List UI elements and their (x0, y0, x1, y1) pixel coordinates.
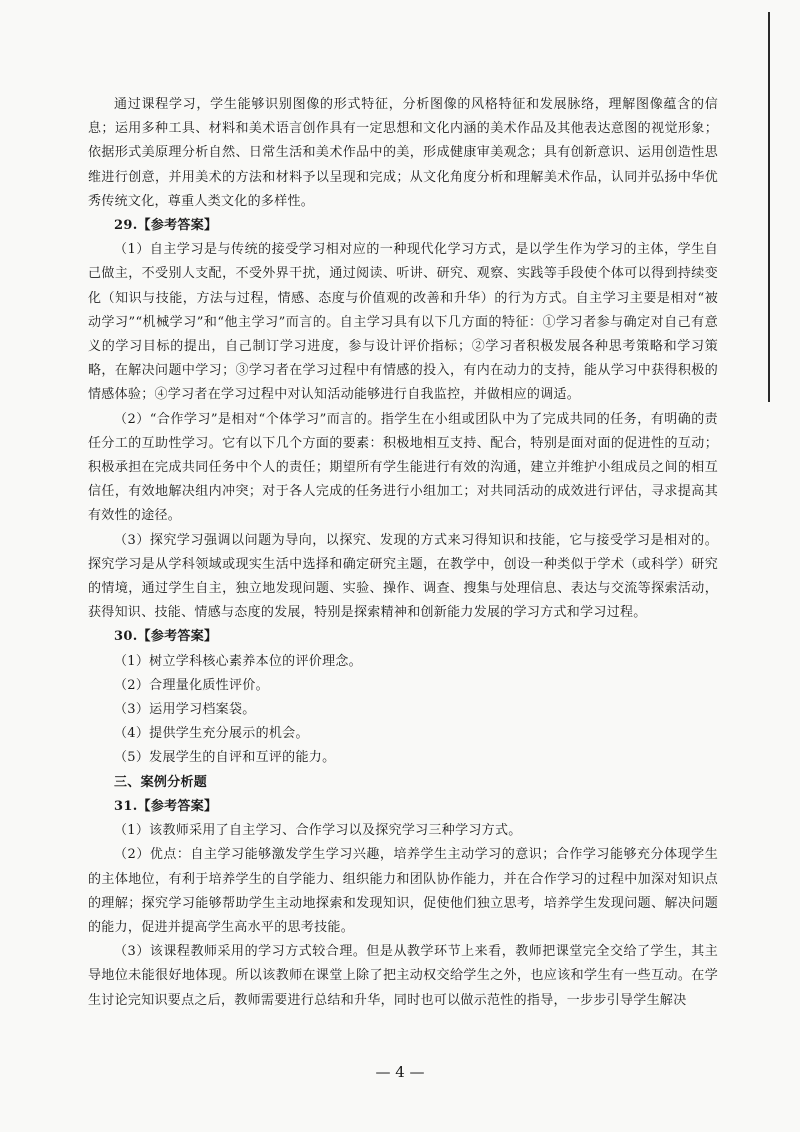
paragraph-31-2: （2）优点：自主学习能够激发学生学习兴趣，培养学生主动学习的意识；合作学习能够充分体现学生的主体地位，有利于培养学生的自学能力、组织能力和团队协作能力，并在合作学习的过程中加深对知识点的理解；探究学习能够帮助学生主动地探索和发现知识，促使他们独立思考，培养学生发现问题、解决问题的能力，促进并提高学生高水平的思考技能。 (88, 847, 718, 935)
document-body (88, 93, 718, 1013)
paragraph-31-3: （3）该课程教师采用的学习方式较合理。但是从教学环节上来看，教师把课堂完全交给了学生，其主导地位未能很好地体现。所以该教师在课堂上除了把主动权交给学生之外，也应该和学生有一些互动。在学生讨论完知识要点之后，教师需要进行总结和升华，同时也可以做示范性的指导，一步步引导学生解决 (88, 944, 718, 1008)
answer-heading-30: 30.【参考答案】 (114, 629, 218, 645)
answer-heading-31: 31.【参考答案】 (114, 798, 218, 814)
list-item-30-3: （3）运用学习档案袋。 (114, 702, 256, 718)
list-item-30-2: （2）合理量化质性评价。 (114, 677, 269, 693)
list-item-30-1: （1）树立学科核心素养本位的评价理念。 (114, 653, 362, 669)
list-item-30-5: （5）发展学生的自评和互评的能力。 (114, 750, 336, 766)
section-heading-case-analysis: 三、案例分析题 (114, 774, 208, 790)
page-edge-line (768, 12, 770, 402)
paragraph-29-3: （3）探究学习强调以问题为导向，以探究、发现的方式来习得知识和技能，它与接受学习是相对的。探究学习是从学科领域或现实生活中选择和确定研究主题，在教学中，创设一种类似于学术（或科学）研究的情境，通过学生自主，独立地发现问题、实验、操作、调查、搜集与处理信息、表达与交流等探索活动，获得知识、技能、情感与态度的发展，特别是探索精神和创新能力发展的学习方式和学习过程。 (88, 532, 718, 621)
paragraph-29-1: （1）自主学习是与传统的接受学习相对应的一种现代化学习方式，是以学生作为学习的主体，学生自己做主，不受别人支配，不受外界干扰，通过阅读、听讲、研究、观察、实践等手段使个体可以得到持续变化（知识与技能，方法与过程，情感、态度与价值观的改善和升华）的行为方式。自主学习主要是相对“被动学习”“机械学习”和“他主学习”而言的。自主学习具有以下几方面的特征：①学习者参与确定对自己有意义的学习目标的提出，自己制订学习进度，参与设计评价指标；②学习者积极发展各种思考策略和学习策略，在解决问题中学习；③学习者在学习过程中有情感的投入，有内在动力的支持，能从学习中获得积极的情感体验；④学习者在学习过程中对认知活动能够进行自我监控，并做相应的调适。 (88, 242, 718, 403)
list-item-30-4: （4）提供学生充分展示的机会。 (114, 726, 309, 742)
paragraph-art-objectives: 通过课程学习，学生能够识别图像的形式特征，分析图像的风格特征和发展脉络，理解图像蕴含的信息；运用多种工具、材料和美术语言创作具有一定思想和文化内涵的美术作品及其他表达意图的视觉形象；依据形式美原理分析自然、日常生活和美术作品中的美，形成健康审美观念；具有创新意识、运用创造性思维进行创意，并用美术的方法和材料予以呈现和完成；从文化角度分析和理解美术作品，认同并弘扬中华优秀传统文化，尊重人类文化的多样性。 (88, 97, 718, 209)
answer-heading-29: 29.【参考答案】 (114, 218, 218, 234)
paragraph-29-2: （2）“合作学习”是相对“个体学习”而言的。指学生在小组或团队中为了完成共同的任务，有明确的责任分工的互助性学习。它有以下几个方面的要素：积极地相互支持、配合，特别是面对面的促进性的互动；积极承担在完成共同任务中个人的责任；期望所有学生能进行有效的沟通，建立并维护小组成员之间的相互信任，有效地解决组内冲突；对于各人完成的任务进行小组加工；对共同活动的成效进行评估，寻求提高其有效性的途径。 (88, 411, 718, 524)
page-number: — 4 — (375, 1063, 425, 1081)
paragraph-31-1: （1）该教师采用了自主学习、合作学习以及探究学习三种学习方式。 (114, 823, 522, 839)
